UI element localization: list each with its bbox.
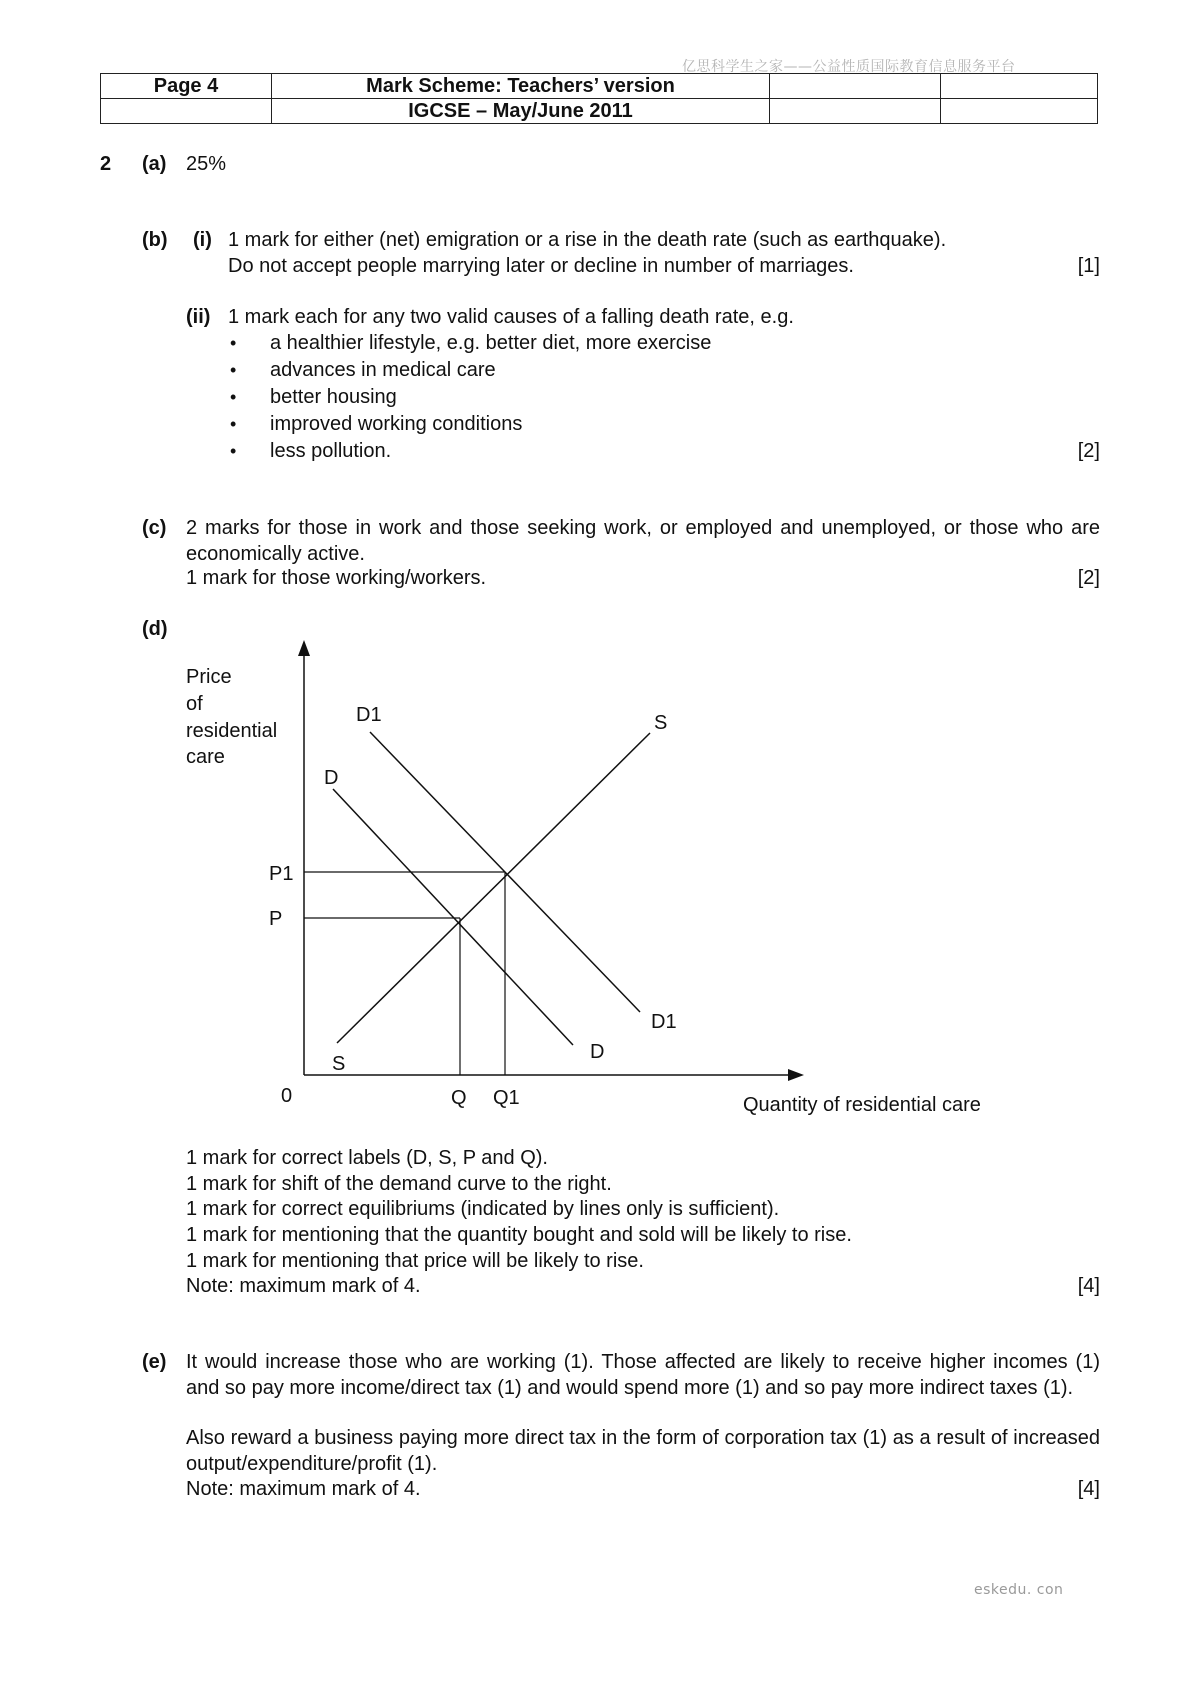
bullet-item: improved working conditions bbox=[270, 413, 523, 435]
part-d-note: 1 mark for correct equilibriums (indicated by lines only is sufficient). bbox=[186, 1198, 780, 1220]
quantity-label-q: Q bbox=[451, 1087, 467, 1109]
bullet-item: a healthier lifestyle, e.g. better diet, more exercise bbox=[270, 332, 712, 354]
bullet-item: advances in medical care bbox=[270, 359, 496, 381]
quantity-label-q1: Q1 bbox=[493, 1087, 520, 1109]
y-axis-label-line: residential bbox=[186, 720, 278, 742]
header-page: Page 4 bbox=[101, 74, 272, 99]
part-c-label: (c) bbox=[142, 517, 167, 539]
part-b-i-line1: 1 mark for either (net) emigration or a rise in the death rate (such as earthquake). bbox=[228, 229, 947, 251]
header-exam: IGCSE – May/June 2011 bbox=[272, 99, 770, 124]
part-c-text: 2 marks for those in work and those seeking work, or employed and unemployed, or those who are economically active. bbox=[186, 517, 1100, 565]
y-axis-label-line: Price bbox=[186, 666, 232, 688]
demand-curve-d bbox=[333, 789, 573, 1045]
curve-label-d1-top: D1 bbox=[356, 704, 382, 726]
part-d-note: 1 mark for correct labels (D, S, P and Q). bbox=[186, 1147, 548, 1169]
bullet-dot: • bbox=[230, 441, 237, 461]
part-a-answer: 25% bbox=[186, 153, 227, 175]
bullet-item: less pollution. bbox=[270, 440, 392, 462]
part-d-note: 1 mark for mentioning that price will be likely to rise. bbox=[186, 1250, 644, 1272]
curve-label-d-bottom: D bbox=[590, 1041, 605, 1063]
curve-label-s-bottom: S bbox=[332, 1053, 346, 1075]
supply-curve-s bbox=[337, 733, 650, 1043]
part-d-mark: [4] bbox=[1077, 1275, 1100, 1297]
part-e-label: (e) bbox=[142, 1351, 167, 1373]
part-e-mark: [4] bbox=[1077, 1478, 1100, 1500]
part-e-para2: Also reward a business paying more direct tax in the form of corporation tax (1) as a result of increased output/expenditure/profit (1). bbox=[186, 1427, 1100, 1475]
x-axis-label: Quantity of residential care bbox=[743, 1094, 981, 1116]
price-label-p1: P1 bbox=[269, 863, 294, 885]
part-b-i-label: (i) bbox=[193, 229, 212, 251]
bullet-dot: • bbox=[230, 360, 237, 380]
part-c-mark: [2] bbox=[1077, 567, 1100, 589]
part-d-note: 1 mark for mentioning that the quantity bought and sold will be likely to rise. bbox=[186, 1224, 852, 1246]
header-title: Mark Scheme: Teachers’ version bbox=[272, 74, 770, 99]
part-c-line3: 1 mark for those working/workers. bbox=[186, 567, 487, 589]
part-d-note: Note: maximum mark of 4. bbox=[186, 1275, 421, 1297]
question-number: 2 bbox=[100, 153, 112, 175]
part-b-i-mark: [1] bbox=[1077, 255, 1100, 277]
part-b-ii-intro: 1 mark each for any two valid causes of a falling death rate, e.g. bbox=[228, 306, 794, 328]
part-e-note: Note: maximum mark of 4. bbox=[186, 1478, 421, 1500]
part-a-label: (a) bbox=[142, 153, 167, 175]
origin-label: 0 bbox=[281, 1085, 293, 1107]
y-axis-label-line: care bbox=[186, 746, 225, 768]
curve-label-d-top: D bbox=[324, 767, 339, 789]
part-d-label: (d) bbox=[142, 618, 168, 640]
part-d-note: 1 mark for shift of the demand curve to the right. bbox=[186, 1173, 612, 1195]
watermark-bottom: eskedu. con bbox=[974, 1582, 1064, 1598]
part-b-ii-mark: [2] bbox=[1077, 440, 1100, 462]
part-b-i-line2: Do not accept people marrying later or decline in number of marriages. bbox=[228, 255, 854, 277]
curve-label-s-top: S bbox=[654, 712, 668, 734]
price-label-p: P bbox=[269, 908, 283, 930]
part-b-label: (b) bbox=[142, 229, 168, 251]
y-axis-label-line: of bbox=[186, 693, 203, 715]
x-axis-arrowhead bbox=[788, 1069, 804, 1081]
bullet-dot: • bbox=[230, 333, 237, 353]
y-axis-arrowhead bbox=[298, 640, 310, 656]
bullet-dot: • bbox=[230, 414, 237, 434]
curve-label-d1-bottom: D1 bbox=[651, 1011, 677, 1033]
part-e-para1: It would increase those who are working (1). Those affected are likely to receive higher incomes (1) and so pay more income/direct tax (1) and would spend more (1) and so pay more indirect taxes (1). bbox=[186, 1351, 1100, 1399]
watermark-top: 亿思科学生之家——公益性质国际教育信息服务平台 bbox=[682, 59, 1016, 75]
part-b-ii-label: (ii) bbox=[186, 306, 211, 328]
bullet-dot: • bbox=[230, 387, 237, 407]
bullet-item: better housing bbox=[270, 386, 397, 408]
